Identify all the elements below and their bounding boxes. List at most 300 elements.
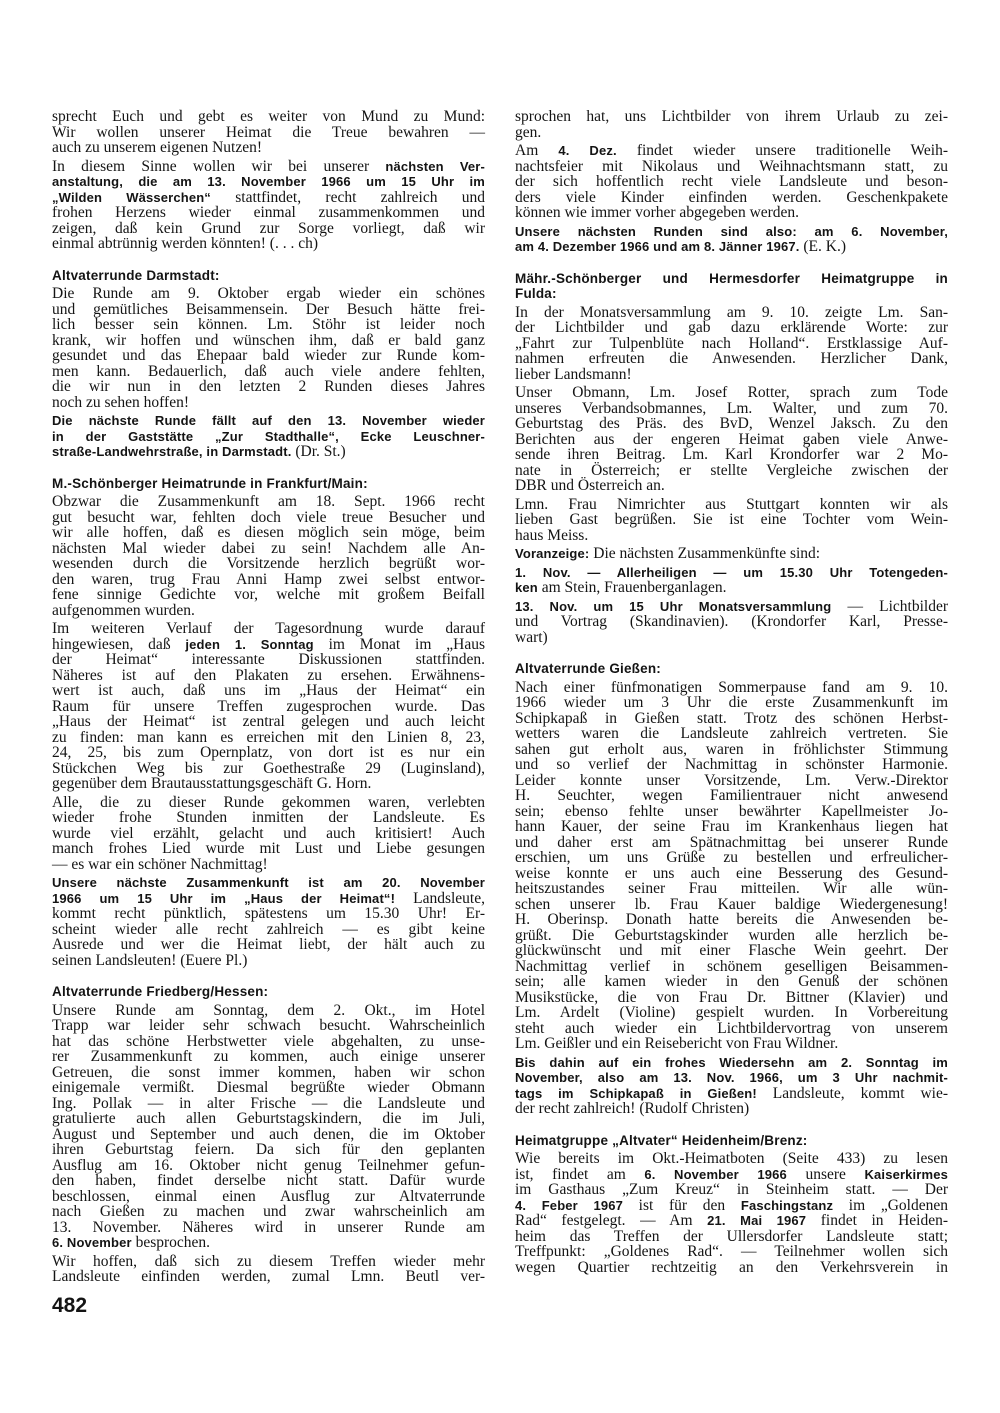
text: 13. November. Näheres wird in unserer Runde am (52, 1218, 485, 1236)
text-line (515, 1005, 948, 1021)
paragraph (515, 305, 948, 383)
section-heading (515, 1133, 948, 1149)
text-line (52, 494, 485, 510)
text: im Monat im „Haus (313, 635, 485, 653)
text: August und September und auch denen, die im Oktober (52, 1125, 485, 1143)
text: Landsleute, (395, 889, 485, 907)
paragraph (52, 286, 485, 410)
text-line (515, 850, 948, 866)
text: und Vortrag (Skandinavien). (Krondorfer Karl, Presse- (515, 613, 948, 630)
text: der sich hoffentlich recht viele Landsleute und beson- (515, 173, 948, 190)
text: die wir nun in den letzten 2 Runden dieses Jahres (52, 378, 485, 395)
text: krank, wir hoffen und wünschen ihm, daß er bald ganz (52, 331, 485, 349)
text: stattfindet, recht zahlreich und (210, 188, 485, 206)
text: können wie immer vorher abgegeben werden. (515, 204, 800, 221)
text-line (52, 1189, 485, 1205)
heading-line: Altvaterrunde Darmstadt: (52, 267, 220, 283)
paragraph (52, 413, 485, 460)
bold-text: straße-Landwehrstraße, in Darmstadt. (52, 444, 292, 459)
article-section (52, 476, 485, 969)
text: und gemütliches Beisammensein. Der Besuch hätte frei- (52, 300, 485, 318)
text: (Dr. St.) (291, 443, 346, 460)
text-line (52, 922, 485, 938)
text-line (52, 348, 485, 364)
bold-text: am 4. Dezember 1966 und am 8. Jänner 1967. (515, 239, 800, 254)
text: und so verlief der Nachmittag in schönster Harmonie. (515, 756, 948, 773)
text-line (515, 580, 948, 596)
text: Ausrede und wer die Heimat liebt, der hält auch zu (52, 936, 485, 953)
text: Ausflug am 16. Oktober nicht genug Teilnehmer gefun- (52, 1156, 485, 1174)
text: DBR und Österreich an. (515, 477, 665, 494)
text-line (52, 730, 485, 746)
text-line (515, 1244, 948, 1260)
text: erschien, um uns Grüße zu bestellen und erfreulicher- (515, 849, 948, 866)
text: weise konnte er uns auch eine Besserung des Gesund- (515, 864, 948, 882)
text: unsere (786, 1165, 865, 1183)
text: 1966 wieder um 3 Uhr die erste Zusammenkunft im (515, 694, 948, 711)
text: (E. K.) (799, 238, 846, 255)
text-line (515, 835, 948, 851)
text-line (52, 826, 485, 842)
text-line (52, 1235, 485, 1251)
text-line (515, 1198, 948, 1214)
text-line (52, 333, 485, 349)
text-line (515, 305, 948, 321)
text-line (52, 556, 485, 572)
text-line (515, 385, 948, 401)
text-line (52, 857, 485, 873)
text-line (515, 432, 948, 448)
text: manch frohes Lied wurde mit Lust und Liebe gesungen (52, 840, 485, 857)
text-line (515, 757, 948, 773)
text: Getreuen, die sonst immer kommen, haben wir schon (52, 1063, 485, 1081)
paragraph (515, 599, 948, 646)
text: Lm. Geißler und ein Reisebericht von Frau Wildner. (515, 1035, 839, 1052)
text: hann Kauer, der seine Frau im Krankenhaus liegen hat (515, 818, 948, 835)
section-heading (52, 268, 485, 284)
text: auch zu unserem eigenen Nutzen! (52, 139, 263, 156)
text: heitszustandes seiner Frau mitteilen. Wir alle wün- (515, 880, 948, 897)
bold-text: 13. Nov. um 15 Uhr Monatsversammlung (515, 598, 832, 614)
text-line (52, 1018, 485, 1034)
text: Die Runde am 9. Oktober ergab wieder ein schönes (52, 285, 485, 302)
text: sende ihren Beitrag. Lm. Karl Krondorfer war 2 Mo- (515, 446, 948, 463)
text-line (515, 1213, 948, 1229)
paragraph (515, 1151, 948, 1275)
text: sahen gut erholt aus, waren in fröhlichster Stimmung (515, 740, 948, 758)
text: Wir hoffen, daß sich zu diesem Treffen wieder mehr (52, 1252, 485, 1270)
text: heim das Treffen der Ullersdorfer Landsleute statt; (515, 1227, 948, 1245)
text-line (52, 1034, 485, 1050)
text-line (52, 1269, 485, 1285)
paragraph (515, 1055, 948, 1117)
text: gen. (515, 123, 542, 141)
text: hat das schöne Herbstwetter viele abgehalten, zu unse- (52, 1032, 485, 1050)
text: nachtsfeier mit Nikolaus und Weihnachtsmann statt, zu (515, 157, 948, 175)
text: unseres Verbandsobmannes, Lm. Walter, und zum 70. (515, 399, 948, 417)
text: den haben, findet derselbe nicht statt. Dafür wurde (52, 1172, 485, 1189)
text-line (515, 866, 948, 882)
text-line (515, 1101, 948, 1117)
heading-line: M.-Schönberger Heimatrunde in Frankfurt/Main: (52, 475, 368, 491)
text: 24, 25, bis zum Opernplatz, von dort ist es nur ein (52, 744, 485, 761)
text: beschlossen, einmal einen Ausflug zur Altvaterrunde (52, 1187, 485, 1205)
text-line (52, 776, 485, 792)
text-line (52, 953, 485, 969)
text: — es war ein schöner Nachmittag! (52, 855, 268, 873)
text-line (52, 159, 485, 175)
paragraph (52, 621, 485, 792)
text: der recht zahlreich! (Rudolf Christen) (515, 1100, 750, 1117)
text-line (52, 109, 485, 125)
text: nach Gießen zu machen und zwar wahrscheinlich am (52, 1203, 485, 1220)
text: und daher erst am Spätnachmittag bei unserer Runde (515, 833, 948, 851)
text-line (52, 140, 485, 156)
text: Raum für unsere Treffen zugesprochen wurde. Das (52, 697, 485, 715)
text-line (52, 652, 485, 668)
bold-text: 1. Nov. — Allerheiligen — um 15.30 Uhr Totengeden- (515, 564, 948, 580)
text-line (515, 205, 948, 221)
paragraph (52, 1003, 485, 1251)
paragraph (515, 565, 948, 596)
text: Geburtstag des Präs. des BvD, Wenzel Jaksch. Zu den (515, 415, 948, 432)
paragraph (515, 385, 948, 494)
bold-text: Faschingstanz (740, 1197, 834, 1213)
text-line (515, 1036, 948, 1052)
text-line (52, 205, 485, 221)
text-line (515, 943, 948, 959)
text-line (52, 444, 485, 460)
text-line (52, 190, 485, 206)
text-line (515, 912, 948, 928)
heading-line: Heimatgruppe „Altvater“ Heidenheim/Brenz: (515, 1132, 808, 1148)
text: lich besser sein können. Lm. Stöhr ist leider noch (52, 316, 485, 333)
text: grüßt. Die Geburtstagskinder wurden alle herzlich be- (515, 926, 948, 944)
text: der Lichtbilder und gab dazu erklärende Worte: zur (515, 319, 948, 336)
text: haus Meiss. (515, 526, 589, 544)
text: Lmn. Frau Nimrichter aus Stuttgart konnten wir als (515, 495, 948, 513)
bold-text: 21. Mai 1967 (707, 1213, 807, 1228)
article-section (515, 271, 948, 646)
text-line (52, 603, 485, 619)
text: sprochen hat, uns Lichtbilder von ihrem Urlaub zu zei- (515, 108, 948, 125)
text: gegenüber dem Brautausstattungsgeschäft G. Horn. (52, 775, 372, 792)
text: wetters waren die Landsleute zahlreich vertreten. Sie (515, 725, 948, 742)
left-column (52, 109, 485, 1288)
text-line (52, 1220, 485, 1236)
text-line (515, 928, 948, 944)
text-line (515, 959, 948, 975)
text-line (515, 125, 948, 141)
text-line (515, 897, 948, 913)
text: findet in Heiden- (806, 1212, 949, 1229)
text: der Heimat“ interessante Diskussionen stattfinden. (52, 651, 485, 668)
text-line (515, 1055, 948, 1071)
text-line (515, 742, 948, 758)
text: ist für den (622, 1196, 741, 1214)
heading-line: Fulda: (515, 286, 557, 301)
text-line (515, 174, 948, 190)
text: wurde viel erzählt, gelacht und auch kritisiert! Auch (52, 824, 485, 842)
text-line (52, 1065, 485, 1081)
text-line (515, 1070, 948, 1086)
text: — Lichtbilder (831, 597, 948, 615)
text: Unsere Runde am Sonntag, dem 2. Okt., im Hotel (52, 1001, 485, 1019)
text-line (52, 1080, 485, 1096)
text: ihren Geburtstag feiern. Da sich für den geplanten (52, 1141, 485, 1158)
text: „Haus der Heimat“ ist zentral gelegen und auch leicht (52, 713, 485, 730)
text: einmal abtrünnig werden könnten! (. . . ch) (52, 235, 318, 252)
bold-text: nächsten Ver- (385, 158, 485, 174)
text: Alle, die zu dieser Runde gekommen waren, verlebten (52, 793, 485, 811)
text: noch zu sehen hoffen! (52, 393, 190, 411)
text-line (515, 599, 948, 615)
text: lieben Gast begrüßen. Sie ist eine Tochter vom Wein- (515, 511, 948, 528)
text: zu finden: man kann es erreichen mit den Linien 8, 23, (52, 728, 485, 746)
text-line (52, 1254, 485, 1270)
text-line (52, 761, 485, 777)
text: Nachmittag verlief in schönem geselligen Beisammen- (515, 957, 948, 975)
text-line (52, 125, 485, 141)
text: wesenden durch die Vorsitzende herzlich begrüßt wor- (52, 555, 485, 572)
text: Im weiteren Verlauf der Tagesordnung wurde darauf (52, 620, 485, 637)
text-line (52, 221, 485, 237)
text-line (515, 351, 948, 367)
text-line (52, 841, 485, 857)
paragraph (52, 795, 485, 873)
text: scheint wieder alle recht zahlreich — es gibt keine (52, 920, 485, 938)
article-section (515, 661, 948, 1117)
paragraph (515, 224, 948, 255)
text-line (52, 525, 485, 541)
text-line (52, 795, 485, 811)
text: Die nächsten Zusammenkünfte sind: (589, 545, 821, 562)
text: ders viele Kinder einfinden werden. Geschenkpakete (515, 188, 948, 206)
bold-text: „Wilden Wässerchen“ (52, 189, 211, 205)
text-line (515, 546, 948, 562)
text-line (52, 413, 485, 429)
text-line (515, 109, 948, 125)
text-line (52, 317, 485, 333)
text: den waren, trug Frau Anni Hamp zwei selbst entwor- (52, 570, 485, 588)
text: zeigen, daß kein Grund zur Sorge vorliegt, daß wir (52, 219, 485, 237)
text-line (52, 906, 485, 922)
text-line (52, 621, 485, 637)
text-line (515, 190, 948, 206)
text-line (52, 1173, 485, 1189)
bold-text: Unsere nächste Zusammenkunft ist am 20. November (52, 875, 485, 890)
text: im „Goldenen (833, 1196, 948, 1214)
text-line (52, 1111, 485, 1127)
text-line (515, 990, 948, 1006)
text-line (515, 528, 948, 544)
text-line (52, 1003, 485, 1019)
text: Wie bereits im Okt.-Heimatboten (Seite 433) zu lesen (515, 1150, 948, 1167)
article-section (52, 109, 485, 252)
text-line (52, 1127, 485, 1143)
text-line (515, 614, 948, 630)
text-line (515, 367, 948, 383)
paragraph (52, 494, 485, 618)
bold-text: 6. November (52, 1235, 132, 1250)
text: wert ist auch, daß uns im „Haus der Heimat“ ein (52, 682, 485, 699)
text: Am (515, 142, 559, 159)
text: „Fahrt zur Tulpenblüte nach Holland“. Erstklassige Auf- (515, 334, 948, 352)
text: gesundet und das Ehepaar bald wieder zur Runde kom- (52, 347, 485, 364)
bold-text: Die nächste Runde fällt auf den 13. November wieder (52, 413, 485, 428)
text: wieder frohe Stunden inmitten der Landsleute. Es (52, 809, 485, 826)
text-line (515, 881, 948, 897)
text-line (515, 630, 948, 646)
text-line (52, 429, 485, 445)
bold-text: Bis dahin auf ein frohes Wiedersehn am 2. Sonntag im (515, 1054, 948, 1070)
text-line (515, 1021, 948, 1037)
text-line (515, 726, 948, 742)
text: steht auch wieder ein Lichtbildervortrag von unserem (515, 1019, 948, 1037)
paragraph (52, 1254, 485, 1285)
text: hingewiesen, daß (52, 635, 186, 653)
text: Berichten aus der engeren Heimat gaben viele Anwe- (515, 430, 948, 448)
text: wir alle hoffen, daß es diesen möglich sein möge, beim (52, 524, 485, 541)
text: sprecht Euch und gebt es weiter von Mund zu Mund: (52, 108, 485, 125)
text: fene sinnige Gedichte vor, welche mit großem Beifall (52, 586, 485, 603)
text: In diesem Sinne wollen wir bei unserer (52, 157, 386, 175)
text: schen unserer lb. Frau Kauer baldige Wiedergenesung! (515, 895, 948, 913)
text-line (515, 695, 948, 711)
text-line (515, 1229, 948, 1245)
text-line (52, 745, 485, 761)
article-section (515, 1133, 948, 1276)
text-line (515, 159, 948, 175)
text-line (52, 714, 485, 730)
bold-text: ken (515, 580, 538, 595)
heading-line: Altvaterrunde Gießen: (515, 661, 661, 676)
text: ist, findet am (515, 1165, 645, 1183)
text-line (515, 224, 948, 240)
text: lieber Landsmann! (515, 365, 632, 383)
text: findet wieder unsere traditionelle Weih- (616, 142, 949, 159)
text: Leider konnte unser Vorsitzende, Lm. Verw.-Direktor (515, 771, 948, 789)
text-line (52, 810, 485, 826)
text: glückwünscht und mit einer Flasche Wein geehrt. Der (515, 942, 948, 959)
text: am Stein, Frauenberganlagen. (537, 579, 727, 596)
text: H. Seuchter, wegen Familientrauer nicht anwesend (515, 787, 948, 804)
text-line (52, 302, 485, 318)
text-line (515, 711, 948, 727)
text-line (515, 819, 948, 835)
text: Nach einer fünfmonatigen Sommerpause fand am 9. 10. (515, 678, 948, 696)
paragraph (515, 109, 948, 140)
text-line (515, 239, 948, 255)
text-line (52, 1049, 485, 1065)
text-line (515, 773, 948, 789)
bold-text: jeden 1. Sonntag (185, 636, 314, 652)
article-section (52, 984, 485, 1285)
text-line (52, 1158, 485, 1174)
paragraph (515, 546, 948, 562)
text: Treffpunkt: „Goldenes Rad“. — Teilnehmer wollen sich (515, 1243, 948, 1260)
paragraph (515, 497, 948, 544)
section-heading (515, 661, 948, 677)
text-line (515, 1167, 948, 1183)
text-line (515, 478, 948, 494)
text: Stückchen Weg bis zur Goethestraße 29 (Luginsland), (52, 759, 485, 777)
text-line (515, 1260, 948, 1276)
bold-text: November, also am 13. Nov. 1966, um 3 Uhr nachmit- (515, 1070, 948, 1085)
text-line (515, 1151, 948, 1167)
text: aufgenommen wurden. (52, 601, 195, 619)
text: besprochen. (131, 1234, 211, 1251)
text-line (52, 510, 485, 526)
text: Näheres ist auf den Plakaten zu ersehen. Erwähnens- (52, 666, 485, 684)
bold-text: 4. Dez. (558, 143, 617, 158)
bold-text: anstaltung, die am 13. November 1966 um 15 Uhr im (52, 174, 485, 189)
text-line (52, 668, 485, 684)
bold-text: Voranzeige: (515, 546, 590, 561)
text: nate in Österreich; er stellte Vergleiche zwischen der (515, 461, 948, 479)
text-line (515, 336, 948, 352)
text-line (52, 1096, 485, 1112)
paragraph (52, 159, 485, 252)
bold-text: 1966 um 15 Uhr im „Haus der Heimat“! (52, 890, 396, 906)
article-section (52, 268, 485, 460)
text-line (52, 395, 485, 411)
text-line (52, 587, 485, 603)
text: Wir wollen unserer Heimat die Treue bewahren — (52, 123, 485, 141)
text: Lm. Ardelt (Violine) gespielt wurden. In Vorbereitung (515, 1004, 948, 1021)
bold-text: Unsere nächsten Runden sind also: am 6. November, (515, 223, 948, 239)
text: gratulierte auch allen Geburtstagskindern, die im Juli, (52, 1110, 485, 1127)
text: Trapp war leider sehr schwach besucht. Wahrscheinlich (52, 1017, 485, 1034)
bold-text: 6. November 1966 (644, 1166, 787, 1182)
text: Landsleute, kommt wie- (756, 1084, 948, 1102)
paragraph (515, 680, 948, 1052)
text: wart) (515, 628, 548, 646)
text-line (515, 512, 948, 528)
text-line (515, 974, 948, 990)
text-line (515, 1182, 948, 1198)
text: Obzwar die Zusammenkunft am 18. Sept. 1966 recht (52, 493, 485, 510)
text-line (52, 875, 485, 891)
text: Ing. Pollak — in alter Frische — die Landsleute und (52, 1094, 485, 1112)
bold-text: 4. Feber 1967 (515, 1197, 623, 1213)
text: nahmen erfreuten die Anwesenden. Herzlicher Dank, (515, 350, 948, 367)
paragraph (52, 875, 485, 968)
text: Rad“ festgelegt. — Am (515, 1212, 708, 1229)
text: nächsten Mal wieder dabei zu sein! Nachdem alle An- (52, 539, 485, 557)
text: einigemale vermißt. Diesmal begrüßte wieder Obmann (52, 1079, 485, 1096)
text-line (52, 572, 485, 588)
text-line (52, 364, 485, 380)
right-column (515, 109, 948, 1278)
text-line (515, 497, 948, 513)
paragraph (52, 109, 485, 156)
text-line (52, 683, 485, 699)
text-line (515, 804, 948, 820)
bold-text: tags im Schipkapaß in Gießen! (515, 1085, 757, 1101)
text-line (52, 286, 485, 302)
section-heading (515, 271, 948, 302)
text-line (52, 236, 485, 252)
text-line (52, 1204, 485, 1220)
text: rer Zusammenkunft zu kommen, auch einige unserer (52, 1048, 485, 1065)
text: sein; alle kamen wieder in den Genuß der schönen (515, 973, 948, 990)
text: frohen Herzens wieder einmal zusammenkommen und (52, 204, 485, 221)
text: sein; ebenso fehlte unser bewährter Kapellmeister Jo- (515, 802, 948, 820)
text-line (52, 379, 485, 395)
text-line (515, 143, 948, 159)
text: wegen Quartier rechtzeitig an den Verkehrsverein in (515, 1258, 948, 1276)
